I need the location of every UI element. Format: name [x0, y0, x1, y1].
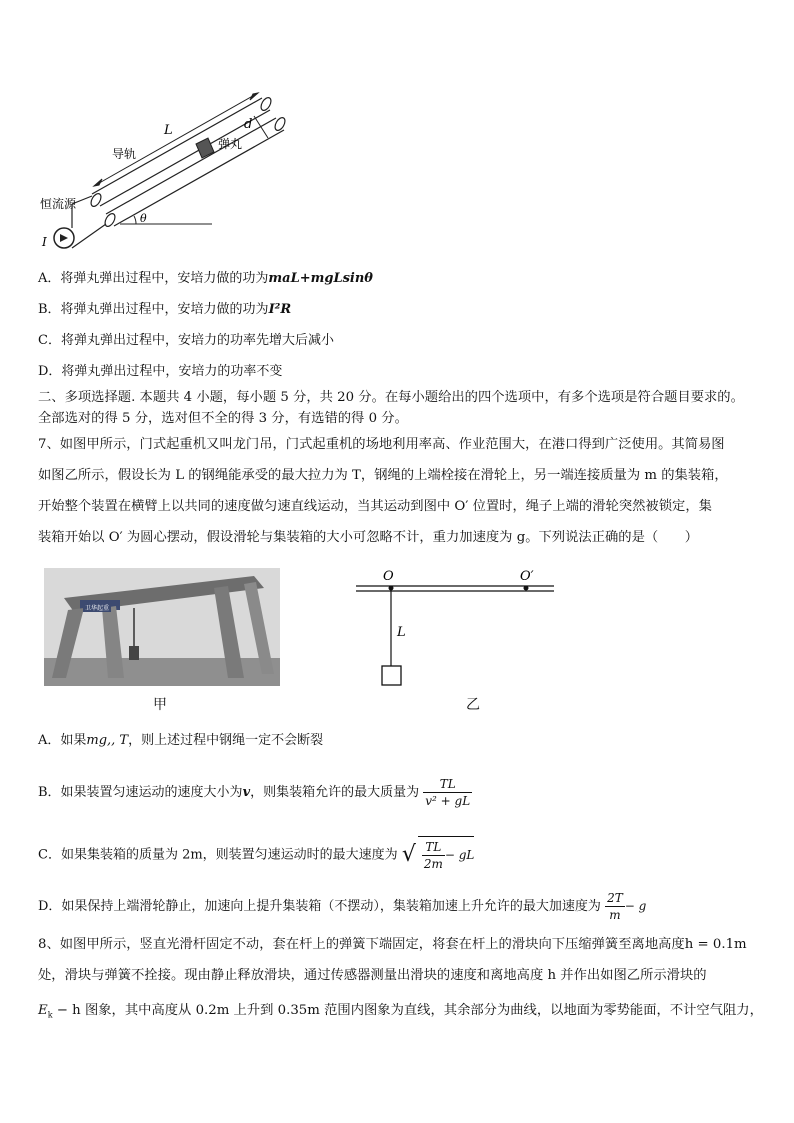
q7-option-c-numerator: TL: [422, 839, 445, 856]
diagram-label-l: L: [397, 625, 406, 640]
q8-line3-sub: k: [47, 1010, 53, 1020]
q7-line1: 7、如图甲所示，门式起重机又叫龙门吊，门式起重机的场地利用率高、作业范围大，在港口得到广泛使用。其简易图: [38, 437, 725, 452]
q7-option-a-tail: ，则上述过程中钢绳一定不会断裂: [128, 733, 324, 748]
q7-option-a: [38, 732, 323, 750]
q7-option-d-denominator: m: [609, 908, 621, 922]
q7-option-c-tail: − gL: [444, 848, 475, 862]
q7-option-d-text: D．如果保持上端滑轮静止，加速向上提升集装箱（不摆动），集装箱加速上升允许的最大加速度为: [38, 899, 601, 914]
gap-arrow: [254, 116, 268, 138]
q7-line3: 开始整个装置在横臂上以共同的速度做匀速直线运动，当其运动到图中 O′ 位置时，绳子上端的滑轮突然被锁定，集: [38, 499, 712, 514]
q6-option-b: [38, 301, 291, 319]
q8-line3-ek: E: [38, 1003, 48, 1018]
q6-option-b-text: B．将弹丸弹出过程中，安培力做的功为: [38, 302, 269, 317]
section2-line2: 全部选对的得 5 分，选对但不全的得 3 分，有选错的得 0 分。: [38, 411, 408, 426]
q6-option-a-expr: maL+mgLsinθ: [268, 271, 373, 286]
railgun-diagram: [36, 88, 306, 258]
diagram-label-o-prime: O′: [520, 569, 534, 584]
gantry-crane-drawing: [44, 568, 280, 686]
label-theta: θ: [140, 212, 147, 225]
q8-line1-text: 8、如图甲所示，竖直光滑杆固定不动，套在杆上的弹簧下端固定，将套在杆上的滑块向下压缩弹簧至离地高度: [38, 937, 685, 952]
pulley-o-prime-icon: [524, 586, 529, 591]
q6-option-d: D．将弹丸弹出过程中，安培力的功率不变: [38, 364, 283, 379]
q6-option-a-text: A．将弹丸弹出过程中，安培力做的功为: [38, 271, 269, 286]
q7-option-d: [38, 888, 646, 925]
section2-line1: 二、多项选择题. 本题共 4 小题，每小题 5 分，共 20 分。在每小题给出的四个选项中，有多个选项是符合题目要求的。: [38, 390, 744, 405]
q7-option-b-fraction: [423, 776, 472, 809]
q6-option-b-expr: I²R: [268, 302, 292, 317]
angle-arc: [134, 216, 136, 224]
q8-line3: [38, 1002, 763, 1025]
q6-option-a: [38, 270, 373, 288]
q8-line3-text: − h 图象，其中高度从 0.2m 上升到 0.35m 范围内图象为直线，其余部分为曲线，以地面为零势能面，不计空气阻力，: [52, 1003, 763, 1018]
q8-line1: [38, 936, 760, 954]
q7-option-c-text: C．如果集装箱的质量为 2m，则装置匀速运动时的最大速度为: [38, 847, 398, 863]
q7-option-b-mid: ，则集装箱允许的最大质量为: [250, 785, 420, 800]
photo-sign: 卫华起重: [85, 605, 110, 612]
q7-line4: 装箱开始以 O′ 为圆心摆动，假设滑轮与集装箱的大小可忽略不计，重力加速度为 g。下列说法正确的是（ ）: [38, 530, 699, 545]
pulley-diagram: [352, 564, 562, 692]
q7-option-b-v: v: [242, 785, 251, 800]
q8-line2: 处，滑块与弹簧不拴接。现由静止释放滑块，通过传感器测量出滑块的速度和离地高度 h 并作出如图乙所示滑块的: [38, 968, 707, 983]
label-d: d: [244, 117, 253, 132]
sqrt-icon: √: [401, 842, 416, 867]
label-current: I: [42, 235, 47, 249]
container-box: [382, 666, 401, 685]
label-L: L: [164, 123, 173, 138]
q7-option-c-fraction: [422, 839, 445, 872]
q7-option-b-denominator: v² + gL: [425, 794, 471, 808]
q7-option-c-denominator: 2m: [423, 857, 443, 871]
q7-option-d-tail: − g: [624, 899, 647, 913]
q7-option-d-numerator: 2T: [607, 891, 623, 905]
gantry-crane-photo: [44, 568, 280, 686]
q6-option-c: C．将弹丸弹出过程中，安培力的功率先增大后减小: [38, 333, 334, 348]
q7-option-a-text: A．如果: [38, 733, 87, 748]
q7-option-a-expr: mg,, T: [86, 733, 129, 748]
q7-option-c-radicand: [418, 836, 475, 874]
label-source: 恒流源: [40, 197, 77, 211]
label-projectile: 弹丸: [218, 137, 243, 151]
q7-option-b: [38, 776, 472, 810]
diagram-label-o: O: [383, 569, 394, 584]
q8-line1-expr: h = 0.1m: [684, 937, 747, 952]
label-rail: 导轨: [112, 147, 137, 161]
q7-line2: 如图乙所示，假设长为 L 的钢绳能承受的最大拉力为 T，钢绳的上端栓接在滑轮上，另一端连接质量为 m 的集装箱，: [38, 468, 728, 483]
q7-option-c: [38, 836, 474, 874]
q7-option-b-text: B．如果装置匀速运动的速度大小为: [38, 785, 243, 800]
source-wire: [72, 196, 106, 248]
q7-option-b-numerator: TL: [423, 776, 472, 793]
q7-option-d-fraction: [605, 890, 625, 923]
caption-yi: 乙: [466, 697, 480, 713]
caption-jia: 甲: [153, 697, 167, 713]
